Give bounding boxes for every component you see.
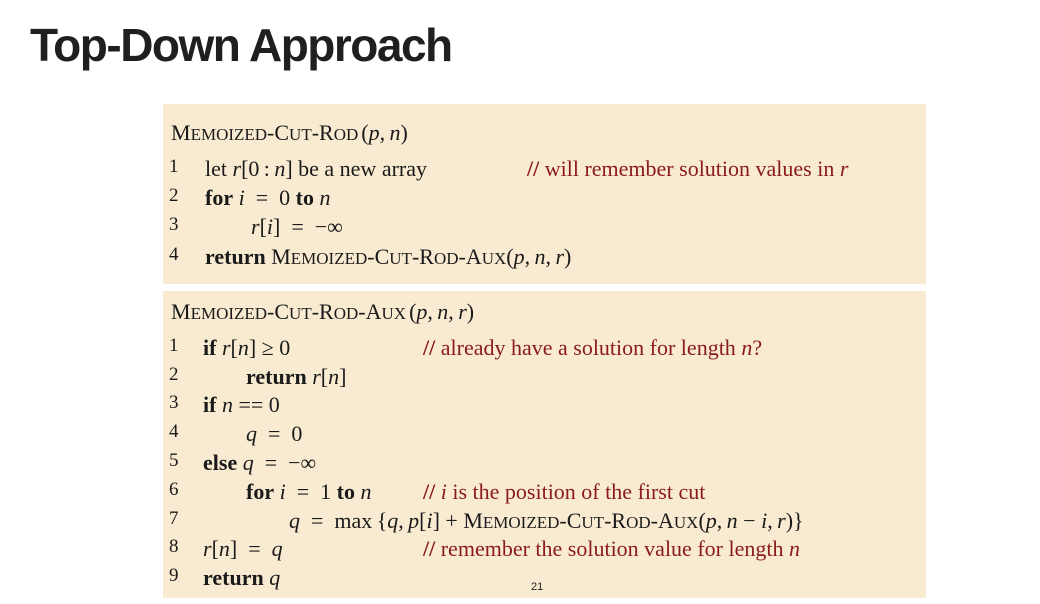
procedure-signature: MEMOIZED-CUT-ROD-AUX (p, n, r) <box>171 299 475 324</box>
code-text: let r[0 : n] be a new array <box>205 156 428 181</box>
code-line <box>163 508 926 536</box>
code-text: q = max {q, p[i] + MEMOIZED-CUT-ROD-AUX(p, n − i, r)} <box>289 508 804 533</box>
line-number: 3 <box>169 214 179 235</box>
line-number: 6 <box>169 479 179 500</box>
code-text: for i = 0 to n <box>205 185 331 210</box>
line-number: 2 <box>169 364 179 385</box>
procedure-params: (p, n, r) <box>409 299 475 324</box>
slide-number: 21 <box>531 581 544 593</box>
line-number: 9 <box>169 565 179 586</box>
line-number: 2 <box>169 185 179 206</box>
code-text: if r[n] ≥ 0 <box>203 335 291 360</box>
procedure-signature: MEMOIZED-CUT-ROD (p, n) <box>171 120 408 145</box>
code-text: return MEMOIZED-CUT-ROD-AUX(p, n, r) <box>205 244 572 269</box>
code-line <box>163 565 926 593</box>
code-comment: // will remember solution values in r <box>527 156 849 181</box>
code-line <box>163 156 926 184</box>
line-number: 3 <box>169 392 179 413</box>
code-text: r[i] = −∞ <box>251 214 343 239</box>
code-comment: // remember the solution value for length n <box>423 536 800 561</box>
code-line <box>163 479 926 507</box>
code-text: else q = −∞ <box>203 450 317 475</box>
code-line <box>163 185 926 213</box>
procedure-memoized-cut-rod <box>163 104 926 284</box>
line-number: 4 <box>169 244 179 265</box>
line-number: 1 <box>169 156 179 177</box>
code-comment: // i is the position of the first cut <box>423 479 706 504</box>
code-text: r[n] = q <box>203 536 283 561</box>
line-number: 7 <box>169 508 179 529</box>
code-text: for i = 1 to n <box>246 479 372 504</box>
code-line <box>163 536 926 564</box>
code-line <box>163 214 926 242</box>
line-number: 1 <box>169 335 179 356</box>
code-text: q = 0 <box>246 421 303 446</box>
code-text: if n == 0 <box>203 392 280 417</box>
code-line <box>163 364 926 392</box>
code-text: return r[n] <box>246 364 347 389</box>
line-number: 4 <box>169 421 179 442</box>
procedure-params: (p, n) <box>361 120 408 145</box>
code-line <box>163 244 926 272</box>
code-line <box>163 421 926 449</box>
line-number: 5 <box>169 450 179 471</box>
slide-title: Top-Down Approach <box>30 19 452 71</box>
code-line <box>163 392 926 420</box>
code-comment: // already have a solution for length n? <box>423 335 763 360</box>
code-line <box>163 335 926 363</box>
procedure-memoized-cut-rod-aux <box>163 291 926 598</box>
line-number: 8 <box>169 536 179 557</box>
code-line <box>163 450 926 478</box>
code-text: return q <box>203 565 281 590</box>
